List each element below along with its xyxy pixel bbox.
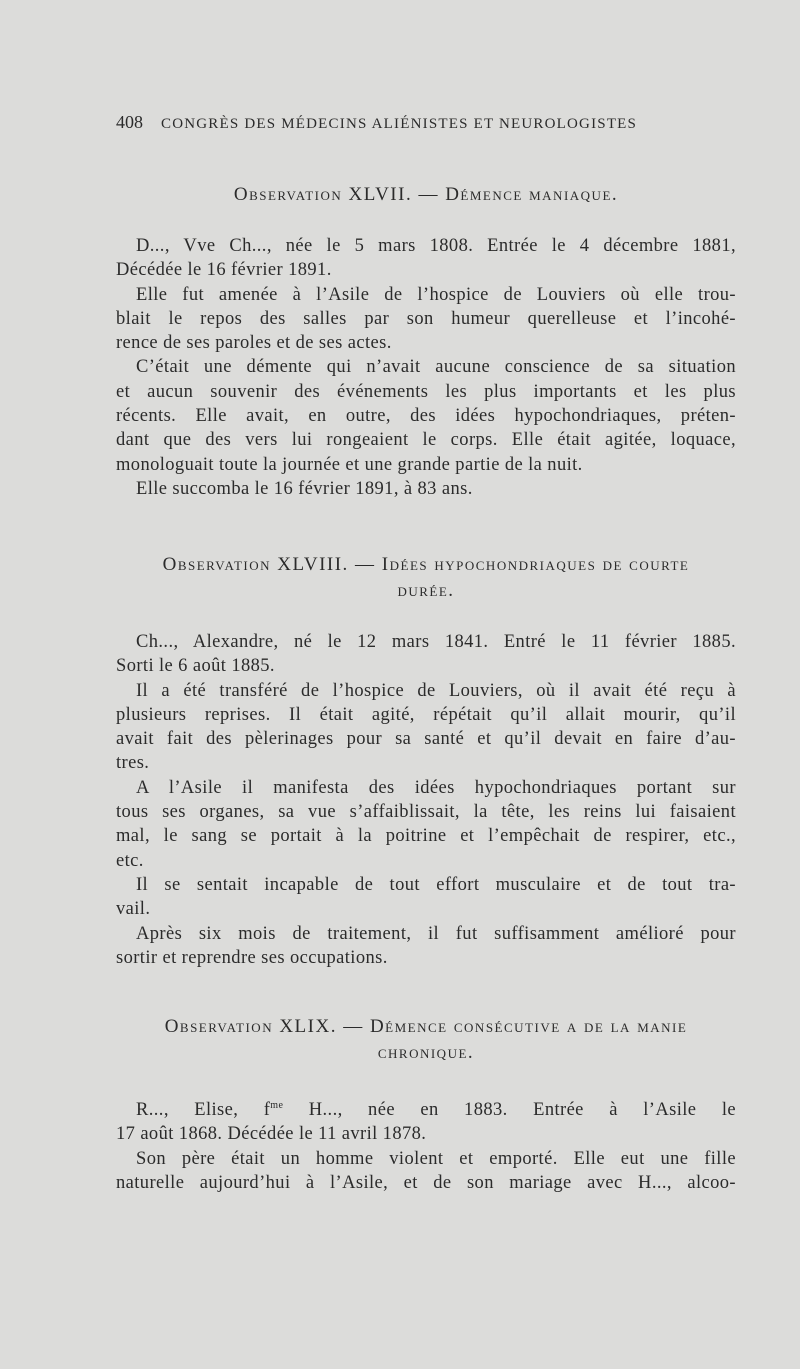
observation-49-body (116, 1094, 736, 1195)
text-fragment: R..., Elise, f (136, 1100, 271, 1121)
title-line: Observation XLVIII. — Idées hypochondriaques de courte (162, 554, 690, 575)
observation-48 (116, 552, 736, 604)
text-line: dant que des vers lui rongeaient le corps. Elle était agitée, loquace, (116, 430, 736, 451)
text-line: Après six mois de traitement, il fut suffisamment amélioré pour (136, 923, 736, 944)
title-line: chronique. (377, 1042, 475, 1063)
text-line: Son père était un homme violent et emporté. Elle eut une fille (136, 1148, 736, 1169)
paragraph (116, 679, 736, 776)
observation-48-title (116, 552, 736, 604)
text-line: D..., Vve Ch..., née le 5 mars 1808. Entrée le 4 décembre 1881, (136, 236, 736, 256)
observation-49 (116, 1014, 736, 1066)
text-fragment: H..., née en 1883. Entrée à l’Asile le (283, 1100, 737, 1121)
text-line: 17 août 1868. Décédée le 11 avril 1878. (116, 1124, 427, 1145)
paragraph (116, 873, 736, 922)
text-line: blait le repos des salles par son humeur querelleuse et l’incohé- (116, 308, 736, 329)
superscript: me (270, 1100, 284, 1111)
paragraph (116, 1147, 736, 1196)
text-line: Elle succomba le 16 février 1891, à 83 ans. (136, 478, 473, 499)
text-line: naturelle aujourd’hui à l’Asile, et de son mariage avec H..., alcoo- (116, 1173, 736, 1194)
paragraph (116, 234, 736, 283)
text-line: et aucun souvenir des événements les plus importants et les plus (116, 381, 736, 402)
text-line: plusieurs reprises. Il était agité, répétait qu’il allait mourir, qu’il (116, 704, 736, 725)
observation-48-body (116, 630, 736, 970)
running-title: CONGRÈS DES MÉDECINS ALIÉNISTES ET NEUROLOGISTES (161, 116, 638, 132)
paragraph (116, 477, 736, 501)
page-number: 408 (116, 112, 143, 132)
observation-47-body (116, 234, 736, 501)
observation-47-title: Observation XLVII. — Démence maniaque. (233, 184, 619, 205)
text-line: tres. (116, 753, 150, 774)
text-line: Ch..., Alexandre, né le 12 mars 1841. Entré le 11 février 1885. (136, 632, 736, 652)
title-line: Observation XLIX. — Démence consécutive a de la manie (164, 1016, 688, 1037)
text-line: C’était une démente qui n’avait aucune conscience de sa situation (136, 357, 736, 378)
text-line: Décédée le 16 février 1891. (116, 260, 332, 281)
text-line: mal, le sang se portait à la poitrine et l’empêchait de respirer, etc., (116, 826, 736, 847)
paragraph (116, 355, 736, 476)
observation-49-title (116, 1014, 736, 1066)
text-line: tous ses organes, sa vue s’affaiblissait, la tête, les reins lui faisaient (116, 802, 736, 823)
text-line: récents. Elle avait, en outre, des idées hypochondriaques, préten- (116, 406, 736, 427)
paragraph (116, 630, 736, 679)
paragraph (116, 922, 736, 971)
text-line: Sorti le 6 août 1885. (116, 656, 275, 677)
text-line: rence de ses paroles et de ses actes. (116, 333, 392, 354)
text-line: Elle fut amenée à l’Asile de l’hospice de Louviers où elle trou- (136, 284, 736, 305)
text-line: vail. (116, 899, 151, 920)
text-line: A l’Asile il manifesta des idées hypochondriaques portant sur (136, 777, 736, 798)
text-line: etc. (116, 850, 144, 871)
text-line: sortir et reprendre ses occupations. (116, 947, 388, 968)
text-line: Il se sentait incapable de tout effort musculaire et de tout tra- (136, 874, 736, 895)
text-line: monologuait toute la journée et une grande partie de la nuit. (116, 454, 583, 475)
paragraph (116, 1094, 736, 1147)
title-line: durée. (397, 580, 455, 601)
text-line: Il a été transféré de l’hospice de Louviers, où il avait été reçu à (136, 680, 736, 701)
observation-47 (116, 182, 736, 208)
paragraph (116, 283, 736, 356)
paragraph (116, 776, 736, 873)
running-head (116, 112, 716, 133)
text-line: avait fait des pèlerinages pour sa santé et qu’il devait en faire d’au- (116, 729, 736, 750)
text-line (116, 1094, 736, 1122)
